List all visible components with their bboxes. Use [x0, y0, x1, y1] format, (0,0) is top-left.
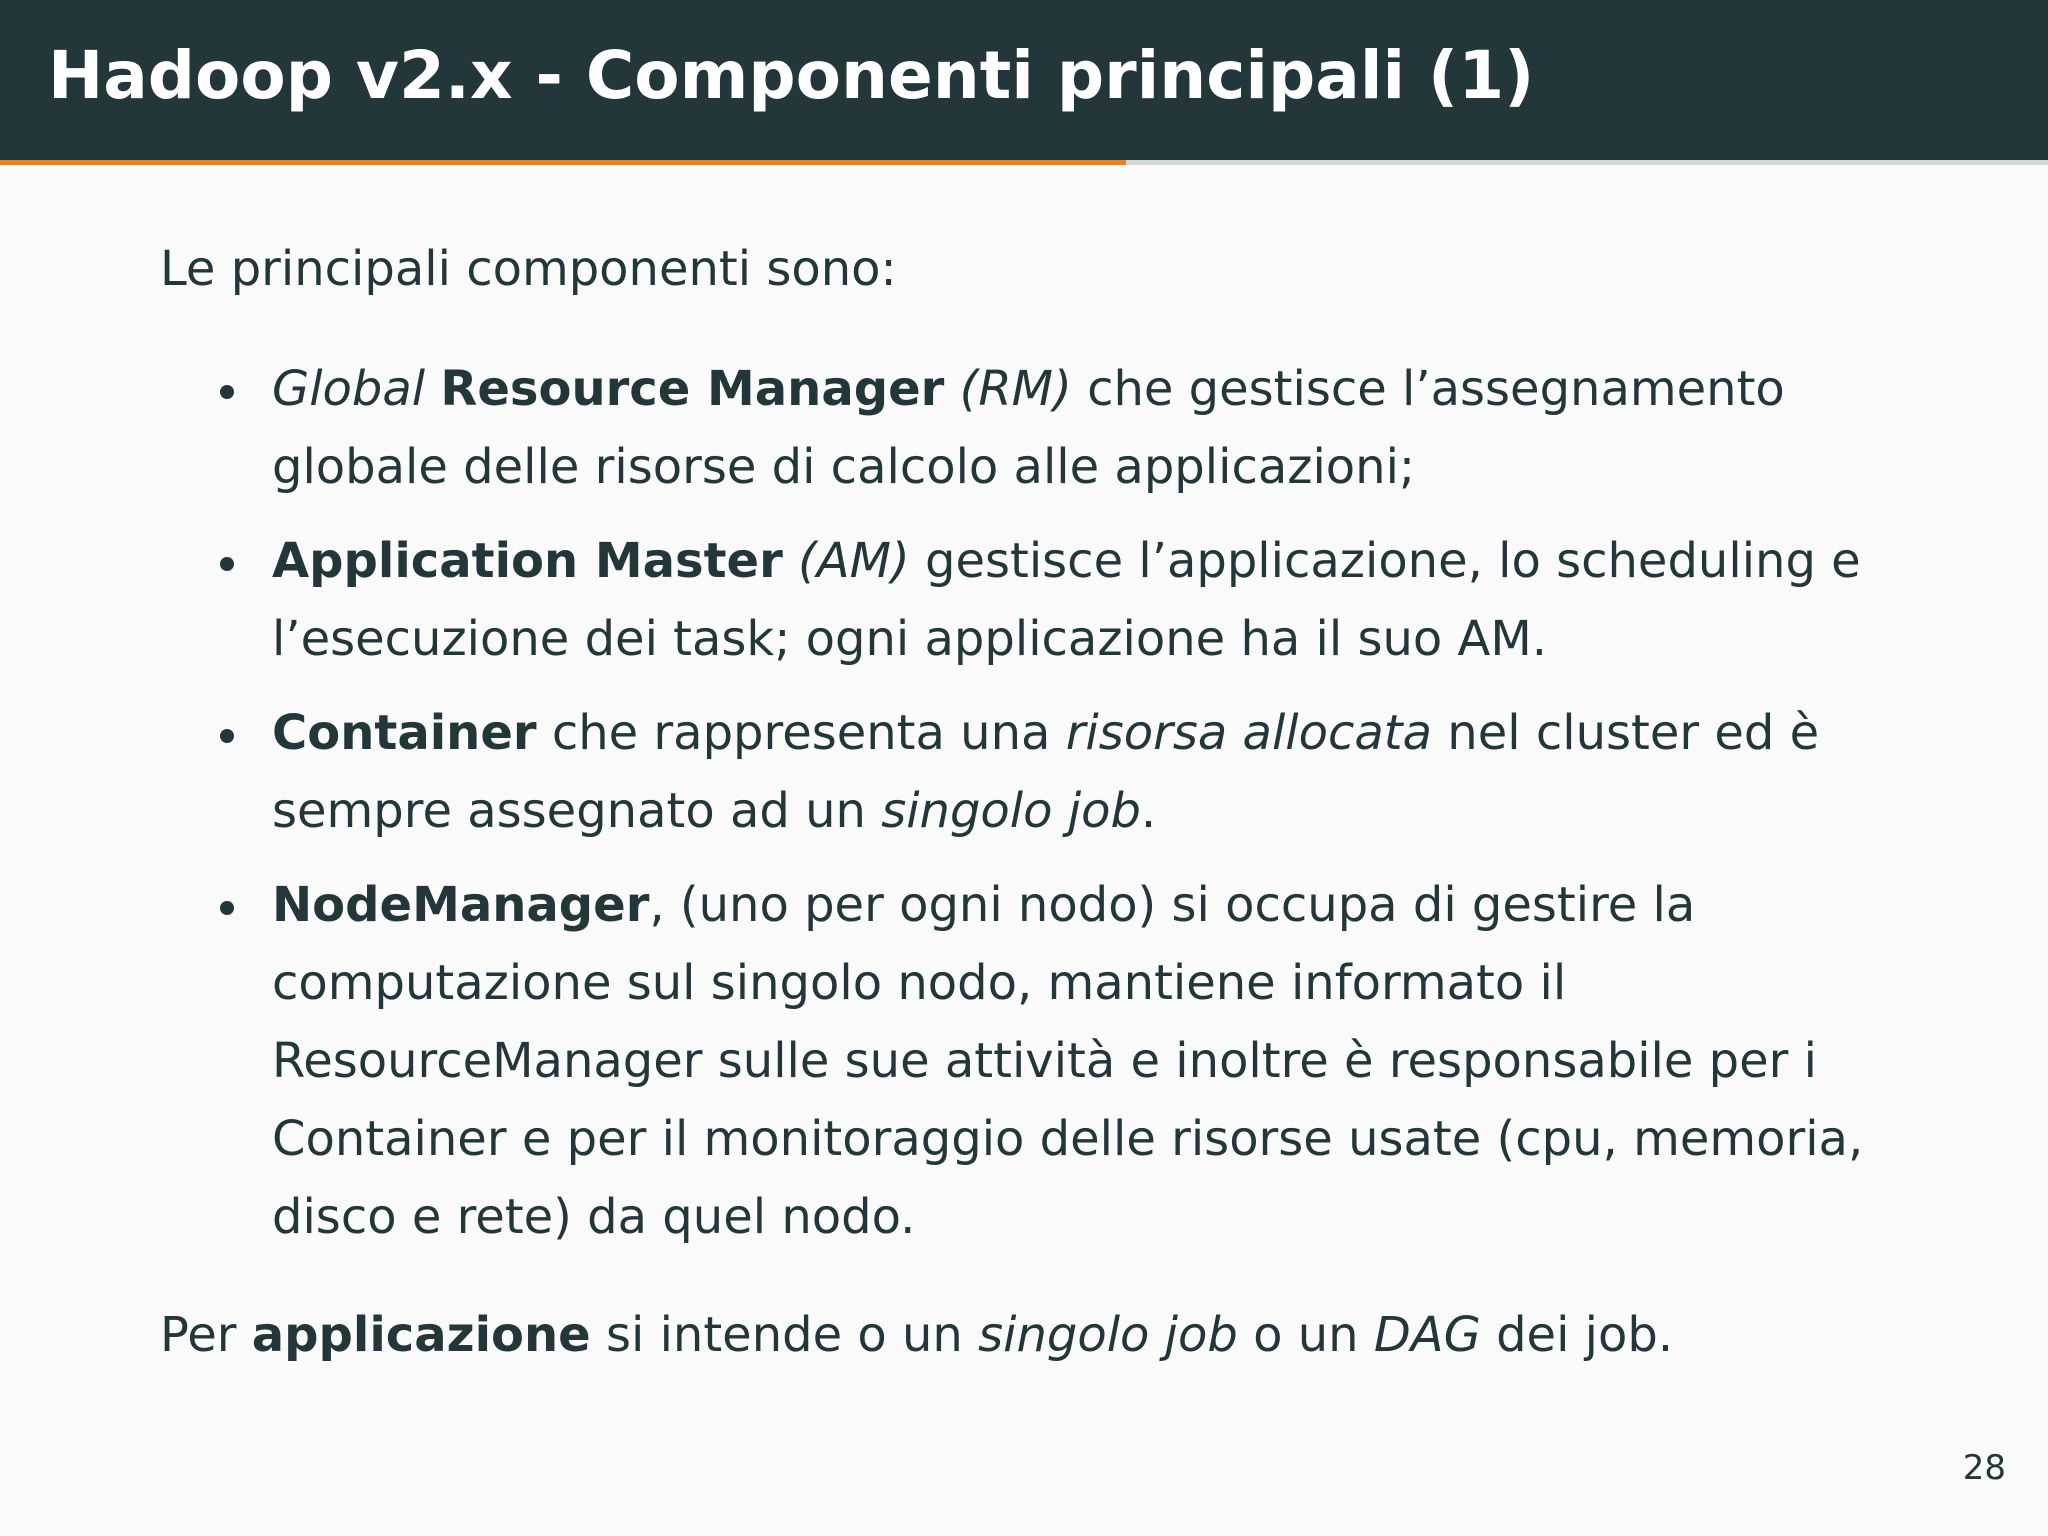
text-nodemanager-description: , (uno per ogni nodo) si occupa di gestire la computazione sul singolo nodo, mantiene informato il ResourceManager sulle sue attività e inoltre è responsabile per i Container e per il monitoraggio delle risorse usate (cpu, memoria, disco e rete) da quel nodo. — [272, 877, 1864, 1245]
text-application-master: Application Master — [272, 533, 783, 589]
text-singolo-job: singolo job — [978, 1307, 1238, 1363]
bullet-icon — [220, 901, 234, 915]
text-per: Per — [160, 1307, 252, 1363]
text-rm: (RM) — [959, 361, 1072, 417]
text-rm-description: che gestisce l’assegnamento globale delle risorse di calcolo alle applicazioni; — [272, 361, 1785, 495]
text-global: Global — [272, 361, 426, 417]
page-number: 28 — [1962, 1448, 2006, 1488]
text-space — [944, 361, 959, 417]
text-space — [425, 361, 440, 417]
text-container-desc-a: che rappresenta una — [536, 705, 1066, 761]
text-space — [783, 533, 798, 589]
text-si-intende: si intende o un — [590, 1307, 979, 1363]
progress-bar — [0, 160, 2048, 165]
list-item-node-manager — [160, 866, 1900, 1256]
text-am: (AM) — [798, 533, 910, 589]
text-container-desc-b: nel cluster ed è sempre assegnato ad un — [272, 705, 1820, 839]
list-item-resource-manager — [160, 350, 1900, 506]
slide-header — [0, 0, 2048, 160]
text-singolo-job: singolo job — [881, 783, 1141, 839]
component-list — [160, 350, 1900, 1256]
slide-title: Hadoop v2.x - Componenti principali (1) — [48, 37, 1535, 114]
text-container: Container — [272, 705, 537, 761]
bullet-icon — [220, 729, 234, 743]
text-am-description: gestisce l’applicazione, lo scheduling e l’esecuzione dei task; ogni applicazione ha il suo AM. — [272, 533, 1861, 667]
intro-text: Le principali componenti sono: — [160, 241, 897, 297]
slide-body — [160, 230, 1900, 1374]
text-resource-manager: Resource Manager — [440, 361, 945, 417]
text-dag: DAG — [1373, 1307, 1481, 1363]
text-period: . — [1140, 783, 1157, 839]
progress-bar-fill — [0, 160, 1126, 165]
list-item-application-master — [160, 522, 1900, 678]
text-applicazione: applicazione — [251, 1307, 591, 1363]
bullet-icon — [220, 557, 234, 571]
bullet-icon — [220, 385, 234, 399]
text-nodemanager: NodeManager — [272, 877, 650, 933]
list-item-container — [160, 694, 1900, 850]
text-risorsa-allocata: risorsa allocata — [1065, 705, 1433, 761]
text-o-un: o un — [1237, 1307, 1374, 1363]
outro-text — [160, 1296, 1900, 1374]
text-dei-job: dei job. — [1480, 1307, 1674, 1363]
